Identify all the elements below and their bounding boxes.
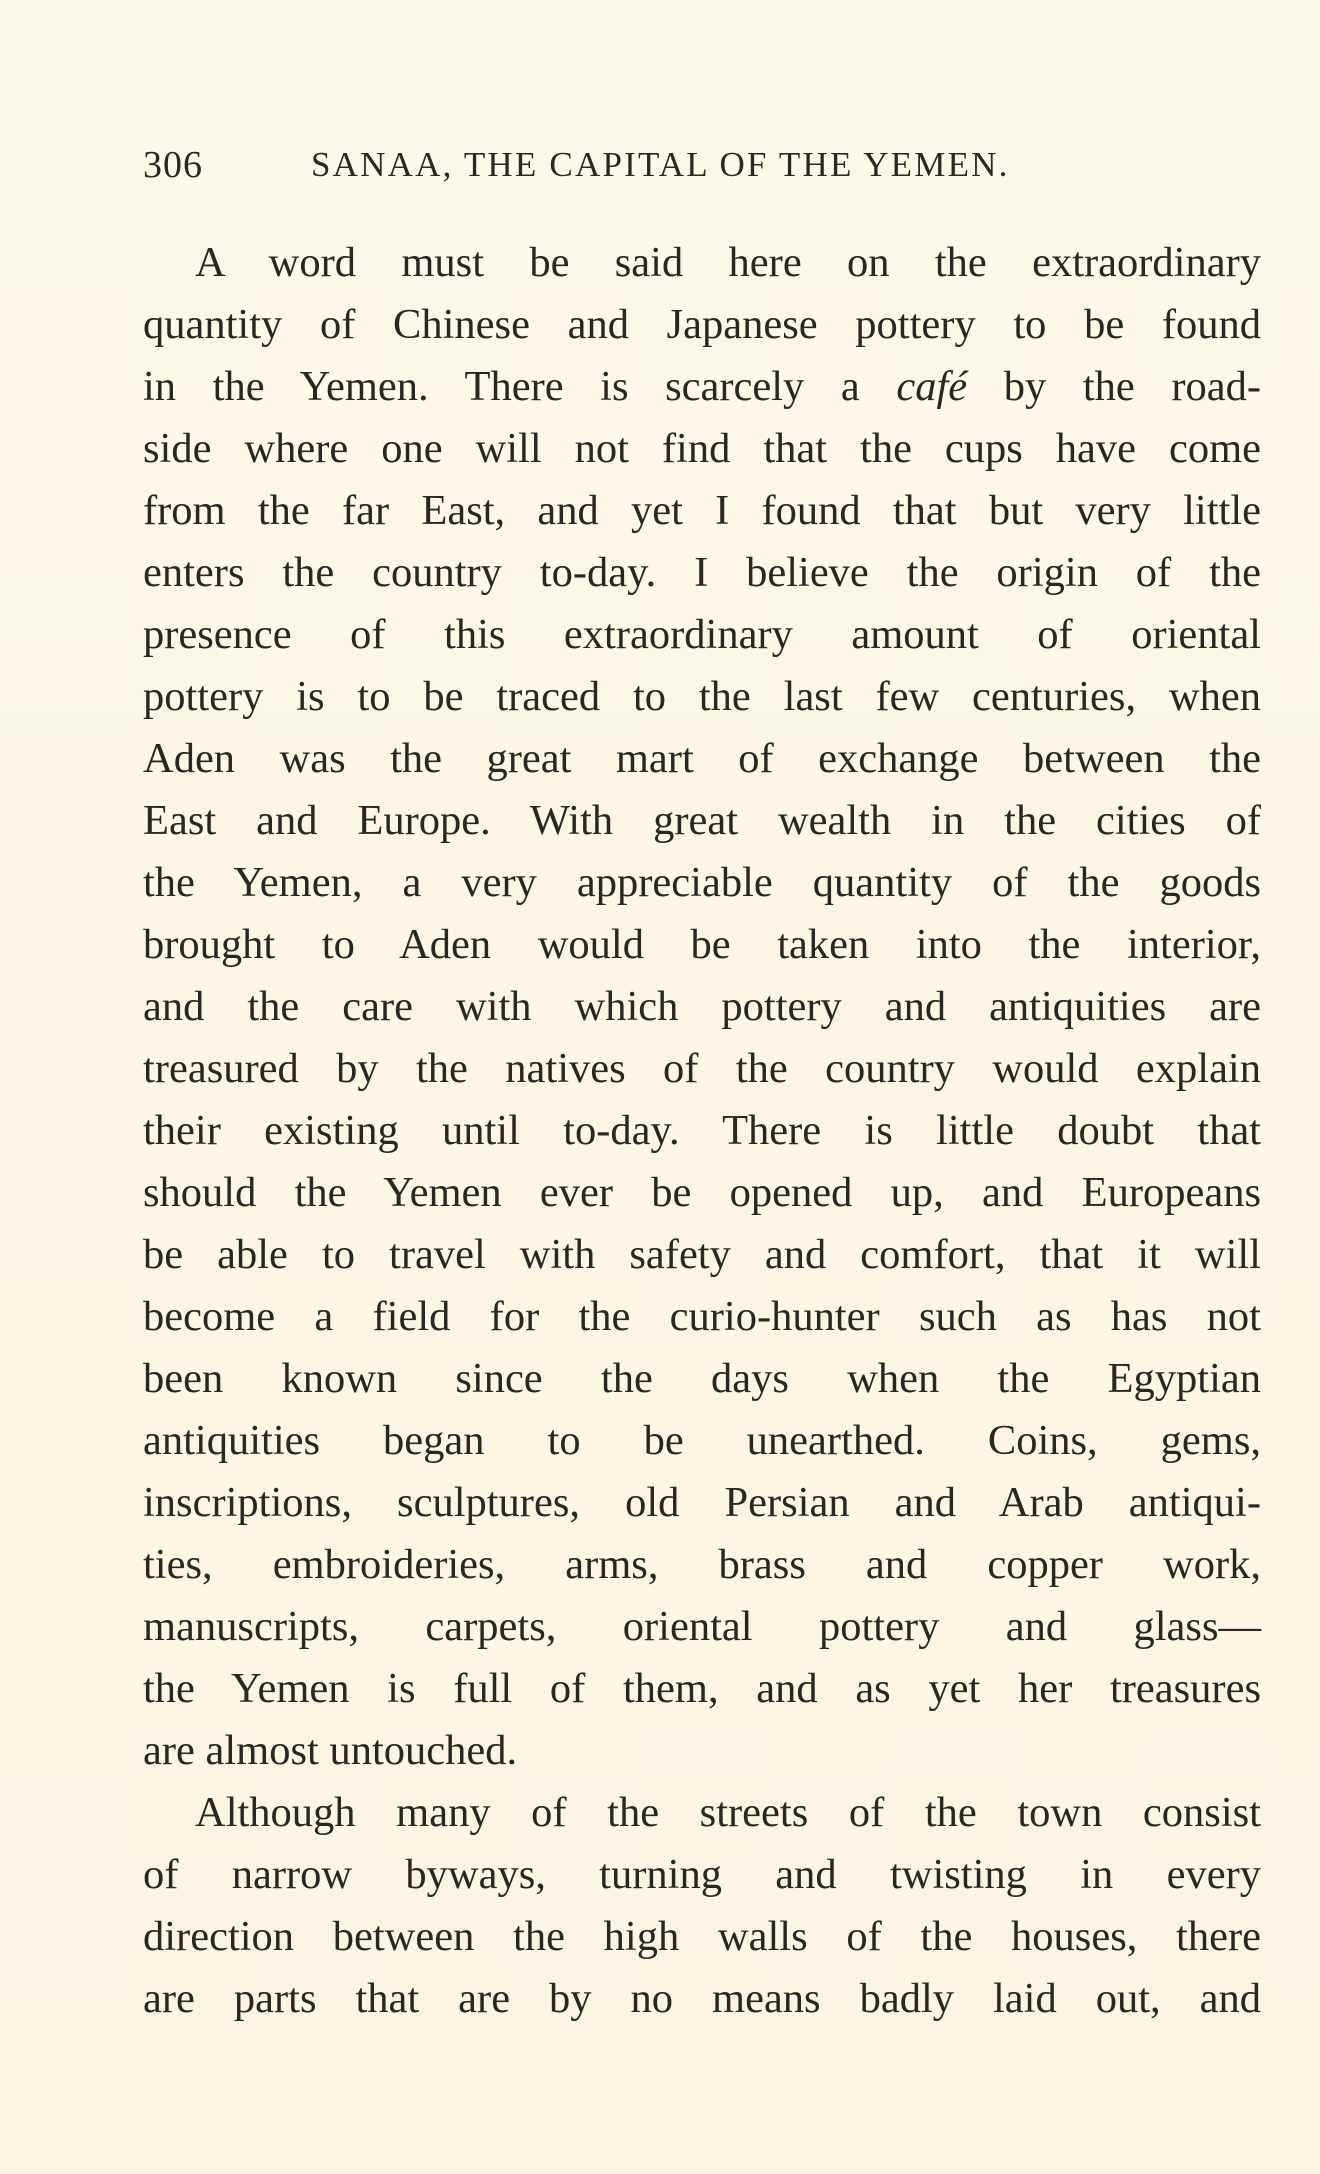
text-line: are almost untouched. [143, 1727, 518, 1774]
text-line: antiquities began to be unearthed. Coins, gems, [143, 1417, 1261, 1464]
text-line: been known since the days when the Egyptian [143, 1355, 1261, 1402]
text-line: Aden was the great mart of exchange between the [143, 735, 1261, 782]
italic-word: café [896, 363, 968, 410]
text-line: enters the country to-day. I believe the origin of the [143, 549, 1261, 596]
text-line: A word must be said here on the extraordinary [195, 239, 1261, 286]
text-line: direction between the high walls of the houses, there [143, 1913, 1261, 1960]
text-line: the Yemen, a very appreciable quantity of the goods [143, 859, 1261, 906]
text-line: side where one will not find that the cups have come [143, 425, 1261, 472]
text-segment: by the road- [1003, 363, 1262, 410]
text-line: treasured by the natives of the country would explain [143, 1045, 1261, 1092]
text-line: and the care with which pottery and antiquities are [143, 983, 1261, 1030]
text-line: inscriptions, sculptures, old Persian and Arab antiqui- [143, 1479, 1261, 1526]
text-line: manuscripts, carpets, oriental pottery and glass— [143, 1603, 1261, 1650]
text-line: should the Yemen ever be opened up, and Europeans [143, 1169, 1261, 1216]
running-header [143, 140, 1263, 190]
text-line: East and Europe. With great wealth in the cities of [143, 797, 1261, 844]
text-line: brought to Aden would be taken into the interior, [143, 921, 1261, 968]
text-line: Although many of the streets of the town consist [195, 1789, 1261, 1836]
running-title: SANAA, THE CAPITAL OF THE YEMEN. [311, 145, 1010, 184]
text-line: the Yemen is full of them, and as yet her treasures [143, 1665, 1261, 1712]
text-line: ties, embroideries, arms, brass and copper work, [143, 1541, 1261, 1588]
page-number: 306 [143, 144, 203, 186]
text-line: presence of this extraordinary amount of oriental [143, 611, 1261, 658]
text-segment: in the Yemen. There is scarcely a [143, 363, 860, 410]
text-line: become a field for the curio-hunter such as has not [143, 1293, 1261, 1340]
text-line: quantity of Chinese and Japanese pottery to be found [143, 301, 1261, 348]
paragraph-1 [143, 232, 1261, 1782]
paragraph-2 [143, 1782, 1261, 2030]
text-line: be able to travel with safety and comfort, that it will [143, 1231, 1261, 1278]
text-line: are parts that are by no means badly laid out, and [143, 1975, 1261, 2022]
text-line: from the far East, and yet I found that but very little [143, 487, 1261, 534]
text-line: pottery is to be traced to the last few centuries, when [143, 673, 1261, 720]
text-line [143, 356, 1261, 418]
text-line: their existing until to-day. There is little doubt that [143, 1107, 1261, 1154]
body-text [143, 232, 1261, 2030]
text-line: of narrow byways, turning and twisting in every [143, 1851, 1261, 1898]
